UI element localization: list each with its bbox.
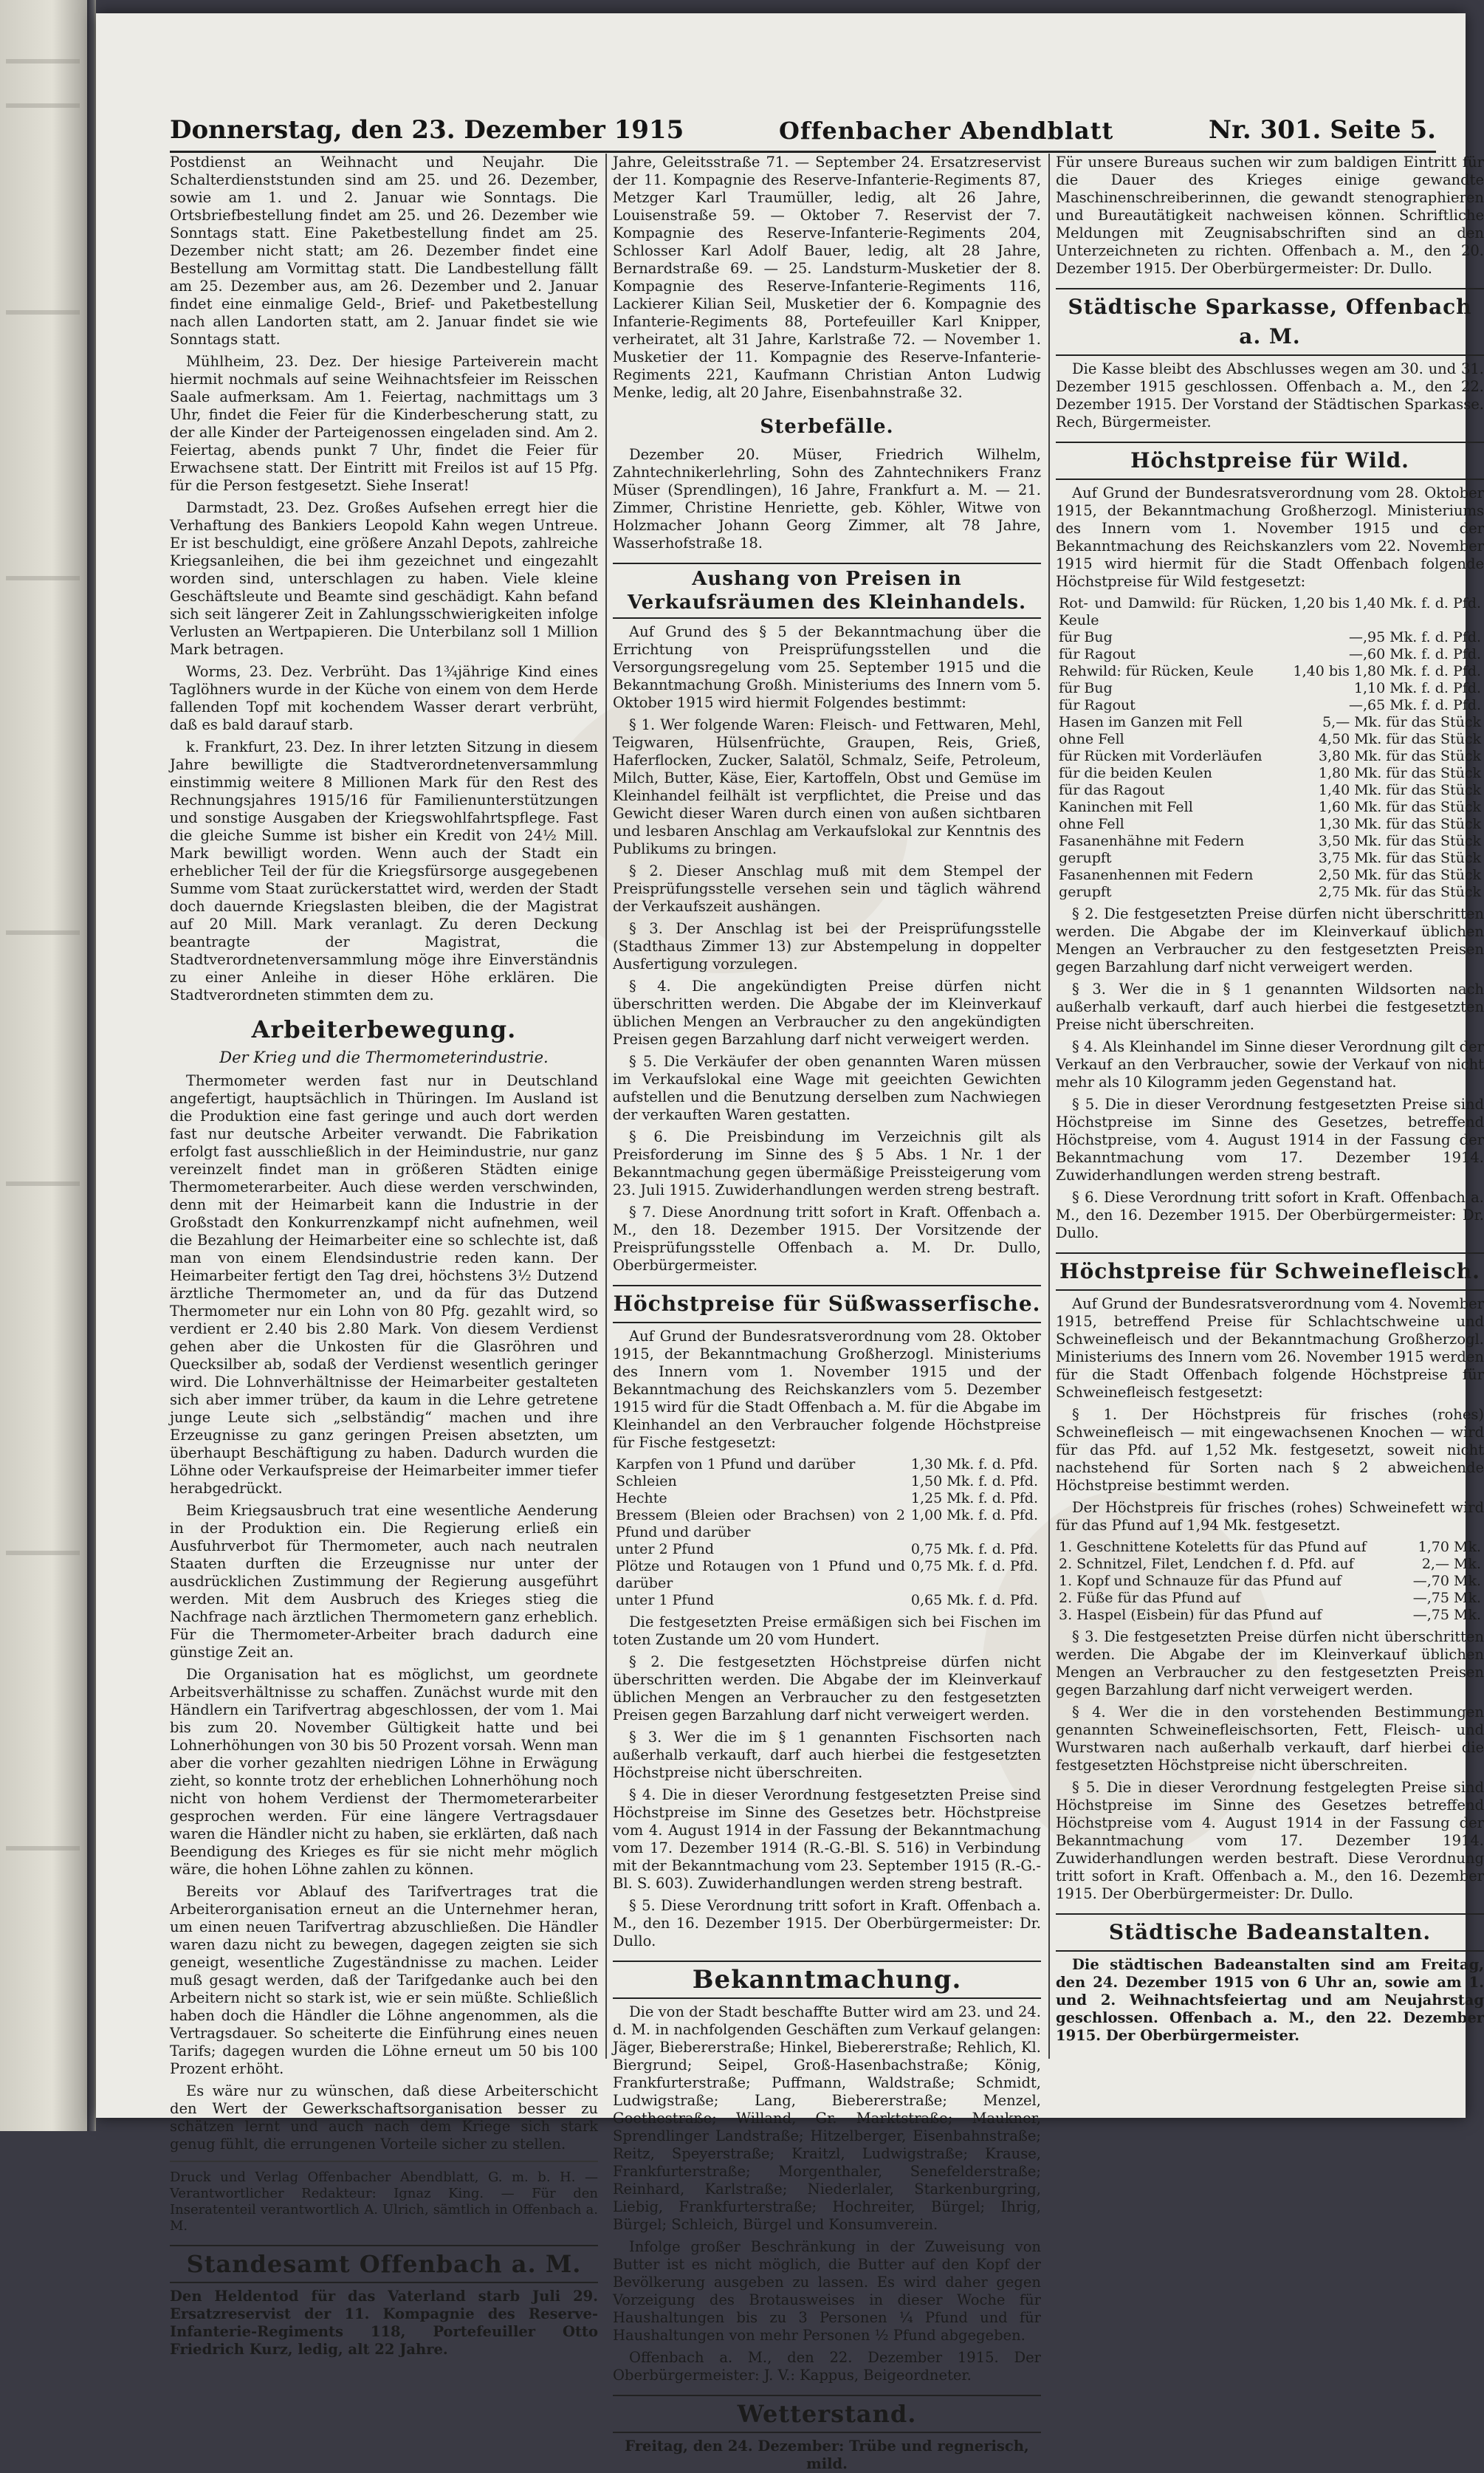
section-subheading: Der Krieg und die Thermometerindustrie. bbox=[219, 1049, 549, 1066]
price-cell: —,95 Mk. f. d. Pfd. bbox=[1349, 629, 1481, 645]
aushang-para-2: § 2. Dieser Anschlag muß mit dem Stempel der Preisprüfungsstelle versehen sein und täglich während der Verkaufszeit aushängen. bbox=[613, 862, 1041, 915]
fish-price-table bbox=[613, 1456, 1041, 1609]
item-cell: für die beiden Keulen bbox=[1059, 765, 1212, 781]
masthead bbox=[170, 100, 1436, 153]
column-2 bbox=[613, 154, 1041, 2472]
article-thermometer-3: Die Organisation hat es möglichst, um geordnete Arbeitsverhältnisse zu schaffen. Zunächst wurde mit den Händlern ein Tarifvertrag abgeschlossen, der vom 1. Mai bis zum 20. November Gültigkeit hatte und bei Lohnerhöhungen von 30 bis 50 Prozent vorsah. Wenn man aber die vorher gezahlten niedrigen Löhne in Erwägung zieht, so konnte trotz der erheblichen Lohnerhöhung noch nicht von hohem Verdienst der Thermometerarbeiter gesprochen werden. Für eine längere Vertragsdauer waren die Händler nicht zu haben, sie erklärten, daß nach Beendigung des Krieges es für sie nicht mehr möglich wäre, die hohen Löhne zahlen zu können. bbox=[170, 1666, 598, 1878]
aushang-para-5: § 5. Die Verkäufer der oben genannten Waren müssen im Verkaufslokal eine Wage mit geeichten Gewichten aufstellen und die Benutzung derselben zum Nachwiegen der verkauften Waren gestatten. bbox=[613, 1053, 1041, 1123]
sparkasse-text: Die Kasse bleibt des Abschlusses wegen am 30. und 31. Dezember 1915 geschlossen. Offenbach a. M., den 22. Dezember 1915. Der Vorstand der Städtischen Sparkasse. Rech, Bürgermeister. bbox=[1056, 360, 1484, 431]
price-cell: —,70 Mk. bbox=[1412, 1573, 1481, 1589]
table-row bbox=[613, 1490, 1041, 1507]
item-cell: Rehwild: für Rücken, Keule bbox=[1059, 663, 1254, 679]
pork-intro: Auf Grund der Bundesratsverordnung vom 4. November 1915, betreffend Preise für Schlachtschweine und Schweinefleisch und der Bekanntmachung Großherzogl. Ministeriums des Innern vom 26. November 1915 werden für die Stadt Offenbach folgende Höchstpreise für Schweinefleisch festgesetzt: bbox=[1056, 1295, 1484, 1401]
aushang-para-7: § 7. Diese Anordnung tritt sofort in Kraft. Offenbach a. M., den 18. Dezember 1915. Der Vorsitzende der Preisprüfungsstelle Offenbach a. M. Dr. Dullo, Oberbürgermeister. bbox=[613, 1204, 1041, 1274]
table-row bbox=[1056, 782, 1484, 799]
price-cell: 1,25 Mk. f. d. Pfd. bbox=[910, 1490, 1038, 1506]
article-frankfurt: k. Frankfurt, 23. Dez. In ihrer letzten Sitzung in diesem Jahre bewilligte die Stadtverordnetenversammlung einstimmig weitere 8 Millionen Mark für den Rest des Rechnungsjahres 1915/16 für Familienunterstützungen und sonstige Ausgaben der Kriegswohlfahrtspflege. Fast die gleiche Summe ist bisher ein Kredit von 24½ Mill. Mark bewilligt worden. Wenn auch der Stadt ein erheblicher Teil der für die Kriegsfürsorge ausgegebenen Summe vom Staat zurückerstattet wird, werden der Stadt doch dauernde Kriegslasten bleiben, die der Magistrat auf 20 Mill. Mark veranlagt. Zu deren Deckung beantragte der Magistrat, die Stadtverordnetenversammlung möge ihre Einverständnis zu einer Anleihe in dieser Höhe erklären. Die Stadtverordneten stimmten dem zu. bbox=[170, 738, 598, 1004]
table-row bbox=[1056, 833, 1484, 850]
table-row bbox=[1056, 1556, 1484, 1573]
binding-shadow bbox=[87, 0, 96, 2131]
price-cell: —,65 Mk. f. d. Pfd. bbox=[1349, 697, 1481, 713]
table-row bbox=[613, 1456, 1041, 1473]
masthead-issue: Nr. 301. Seite 5. bbox=[1209, 115, 1436, 145]
pork-price-table bbox=[1056, 1539, 1484, 1624]
price-cell: 1,70 Mk. bbox=[1418, 1539, 1481, 1555]
price-cell: 2,— Mk. bbox=[1421, 1556, 1481, 1572]
table-row bbox=[1056, 799, 1484, 816]
price-cell: 0,65 Mk. f. d. Pfd. bbox=[910, 1592, 1038, 1608]
section-heading-schweinefleisch: Höchstpreise für Schweinefleisch. bbox=[1056, 1252, 1484, 1291]
price-cell: 3,80 Mk. für das Stück bbox=[1318, 748, 1481, 764]
column-1 bbox=[170, 154, 598, 2358]
section-heading-fische: Höchstpreise für Süßwasserfische. bbox=[613, 1285, 1041, 1323]
masthead-title: Offenbacher Abendblatt bbox=[779, 117, 1114, 145]
table-row bbox=[1056, 714, 1484, 731]
table-row bbox=[1056, 680, 1484, 697]
aushang-para-3: § 3. Der Anschlag ist bei der Preisprüfungsstelle (Stadthaus Zimmer 13) zur Abstempelung in doppelter Ausfertigung vorzulegen. bbox=[613, 920, 1041, 973]
table-row bbox=[1056, 867, 1484, 884]
pork-para-5: § 5. Die in dieser Verordnung festgelegten Preise sind Höchstpreise im Sinne des Gesetzes betreffend Höchstpreise vom 4. August 1914 in der Fassung der Bekanntmachung vom 17. Dezember 1914. Zuwiderhandlungen werden bestraft. Diese Verordnung tritt sofort in Kraft. Offenbach a. M., den 16. Dezember 1915. Der Oberbürgermeister: Dr. Dullo. bbox=[1056, 1779, 1484, 1902]
table-row bbox=[613, 1473, 1041, 1490]
article-heldentod: Den Heldentod für das Vaterland starb Juli 29. Ersatzreservist der 11. Kompagnie des Reserve-Infanterie-Regiments 118, Portefeuiller Otto Friedrich Kurz, ledig, alt 22 Jahre. bbox=[170, 2288, 598, 2358]
item-cell: Kaninchen mit Fell bbox=[1059, 799, 1193, 815]
article-thermometer-2: Beim Kriegsausbruch trat eine wesentliche Aenderung in der Produktion ein. Die Regierung erließ ein Ausfuhrverbot für Thermometer, auch nach neutralen Staaten durften die Erzeugnisse nur unter der ausdrücklichen Zustimmung der Regierung ausgeführt werden. Mit dem Ausbruch des Krieges stieg die Nachfrage nach ärztlichen Thermometern ganz erheblich. Für die Thermometer-Arbeiter brach dadurch eine günstige Zeit an. bbox=[170, 1502, 598, 1661]
pork-para-2: Der Höchstpreis für frisches (rohes) Schweinefett wird für das Pfund auf 1,94 Mk. festgesetzt. bbox=[1056, 1499, 1484, 1534]
table-row bbox=[1056, 1590, 1484, 1607]
price-cell: —,75 Mk. bbox=[1412, 1590, 1481, 1606]
price-cell: 1,80 Mk. für das Stück bbox=[1318, 765, 1481, 781]
price-cell: 2,50 Mk. für das Stück bbox=[1318, 867, 1481, 883]
item-cell: Rot- und Damwild: für Rücken, Keule bbox=[1059, 595, 1288, 628]
table-row bbox=[1056, 731, 1484, 748]
price-cell: 1,10 Mk. f. d. Pfd. bbox=[1353, 680, 1481, 696]
item-cell: unter 1 Pfund bbox=[616, 1592, 715, 1608]
previous-page-edge bbox=[0, 0, 87, 2131]
article-thermometer-4: Bereits vor Ablauf des Tarifvertrages trat die Arbeiterorganisation erneut an die Unternehmer heran, um einen neuen Tarifvertrag abzuschließen. Die Händler waren dazu nicht zu bewegen, dagegen zeigten sie sich geneigt, wesentliche Zugeständnisse zu machen. Leider muß gesagt werden, daß der Tarifgedanke auch bei den Arbeitern nicht so stark ist, wie er sein müßte. Schließlich haben doch die Händler die Löhne angenommen, als die Vertragsdauer. So scheiterte die Einführung eines neuen Tarifs; dagegen wurden die Löhne erneut um 50 bis 100 Prozent erhöht. bbox=[170, 1883, 598, 2077]
price-cell: 3,75 Mk. für das Stück bbox=[1318, 850, 1481, 866]
section-heading-wild: Höchstpreise für Wild. bbox=[1056, 442, 1484, 480]
price-cell: —,60 Mk. f. d. Pfd. bbox=[1349, 646, 1481, 662]
weather-forecast: Freitag, den 24. Dezember: Trübe und regnerisch, mild. bbox=[625, 2438, 1029, 2472]
table-row bbox=[613, 1592, 1041, 1609]
fische-para-1: Die festgesetzten Preise ermäßigen sich bei Fischen im toten Zustande um 20 vom Hundert. bbox=[613, 1613, 1041, 1648]
price-cell: 1,40 Mk. für das Stück bbox=[1318, 782, 1481, 798]
table-row bbox=[613, 1541, 1041, 1558]
pork-para-3: § 3. Die festgesetzten Preise dürfen nicht überschritten werden. Die Abgabe der im Kleinverkauf üblichen Mengen an Verbraucher zu den festgesetzten Preisen gegen Barzahlung darf nicht verweigert werden. bbox=[1056, 1628, 1484, 1698]
price-cell: —,75 Mk. bbox=[1412, 1607, 1481, 1623]
stellenanzeige: Für unsere Bureaus suchen wir zum baldigen Eintritt für die Dauer des Krieges einige gewandte Maschinenschreiberinnen, die gewandt stenographieren und Bureautätigkeit nachweisen können. Schriftliche Meldungen mit Zeugnisabschriften sind an den Unterzeichneten zu richten. Offenbach a. M., den 20. Dezember 1915. Der Oberbürgermeister: Dr. Dullo. bbox=[1056, 154, 1484, 277]
wild-para-3: § 4. Als Kleinhandel im Sinne dieser Verordnung gilt der Verkauf an den Verbraucher, sowie der Verkauf von nicht mehr als 10 Kilogramm jeden Gegenstand hat. bbox=[1056, 1038, 1484, 1091]
price-cell: 1,50 Mk. f. d. Pfd. bbox=[910, 1473, 1038, 1489]
article-thermometer-5: Es wäre nur zu wünschen, daß diese Arbeiterschicht den Wert der Gewerkschaftsorganisation besser zu schätzen lernt und auch nach dem Kriege sich stark genug fühlt, die errungenen Vorteile sicher zu stellen. bbox=[170, 2082, 598, 2153]
table-row bbox=[613, 1507, 1041, 1541]
article-postdienst: Postdienst an Weihnacht und Neujahr. Die Schalterdienststunden sind am 25. und 26. Dezember, sowie am 1. und 2. Januar wie Sonntags. Die Ortsbriefbestellung findet am 25. und 26. Dezember wie Sonntags statt. Eine Paketbestellung findet am 25. Dezember nicht statt; am 26. Dezember findet eine Bestellung am Vormittag statt. Die Landbestellung fällt am 25. Dezember aus, am 26. Dezember und 2. Januar findet eine einmalige Geld-, Brief- und Paketbestellung nach allen Landorten statt, am 2. Januar findet sie wie Sonntags statt. bbox=[170, 154, 598, 348]
price-cell: 1,60 Mk. für das Stück bbox=[1318, 799, 1481, 815]
aushang-para-1: § 1. Wer folgende Waren: Fleisch- und Fettwaren, Mehl, Teigwaren, Hülsenfrüchte, Graupen, Reis, Grieß, Haferflocken, Zucker, Salatöl, Schmalz, Seife, Petroleum, Milch, Butter, Käse, Eier, Kartoffeln, Obst und Gemüse im Kleinhandel feilhält ist verpflichtet, die Preise und das Gewicht dieser Waren durch einen von außen sichtbaren und lesbaren Anschlag am Verkaufslokal zur Kenntnis des Publikums zu bringen. bbox=[613, 716, 1041, 857]
price-cell: 2,75 Mk. für das Stück bbox=[1318, 884, 1481, 900]
newspaper-page bbox=[96, 13, 1484, 2472]
table-row bbox=[1056, 850, 1484, 867]
aushang-para-4: § 4. Die angekündigten Preise dürfen nicht überschritten werden. Die Abgabe der im Kleinverkauf üblichen Mengen an Verbraucher zu den angekündigten Preisen gegen Barzahlung darf nicht verweigert werden. bbox=[613, 978, 1041, 1048]
section-heading-wetterstand: Wetterstand. bbox=[613, 2395, 1041, 2433]
item-cell: Hasen im Ganzen mit Fell bbox=[1059, 714, 1243, 730]
item-cell: für Ragout bbox=[1059, 697, 1136, 713]
price-cell: 3,50 Mk. für das Stück bbox=[1318, 833, 1481, 849]
table-row bbox=[1056, 1607, 1484, 1624]
table-row bbox=[1056, 629, 1484, 646]
item-cell: Bressem (Bleien oder Brachsen) von 2 Pfund und darüber bbox=[616, 1507, 905, 1540]
item-cell: Hechte bbox=[616, 1490, 667, 1506]
wild-para-4: § 5. Die in dieser Verordnung festgesetzten Preise sind Höchstpreise im Sinne des Gesetzes, betreffend Höchstpreise, vom 4. August 1914 in der Fassung der Bekanntmachung vom 17. Dezember 1914. Zuwiderhandlungen werden streng bestraft. bbox=[1056, 1096, 1484, 1184]
butter-para-1: Die von der Stadt beschaffte Butter wird am 23. und 24. d. M. in nachfolgenden Geschäften zum Verkauf gelangen: Jäger, Biebererstraße; Hinkel, Biebererstraße; Rehlich, Kl. Biergrund; Seipel, Groß-Hasenbachstraße; König, Frankfurterstraße; Puffmann, Waldstraße; Schmidt, Ludwigstraße; Lang, Biebererstraße; Menzel, Goethestraße; Willand, Gr. Marktstraße; Maukner, Sprendlinger Landstraße; Hitzelberger, Eisenbahnstraße; Reitz, Speyerstraße; Kraitzl, Ludwigstraße; Krause, Frankfurterstraße; Morgenthaler, Senefelderstraße; Reinhard, Karlstraße; Niederlaler, Starkenburgring, Liebig, Frankfurterstraße; Hochreiter, Bürgel; Ihrig, Bürgel; Schleich, Bürgel und Konsumverein. bbox=[613, 2003, 1041, 2233]
item-cell: Schleien bbox=[616, 1473, 677, 1489]
masthead-date: Donnerstag, den 23. Dezember 1915 bbox=[170, 115, 684, 145]
fische-intro: Auf Grund der Bundesratsverordnung vom 28. Oktober 1915, der Bekanntmachung Großherzogl. Ministeriums des Innern vom 1. November 1915 und der Bekanntmachung des Reichskanzlers vom 5. Dezember 1915 wird für die Stadt Offenbach a. M. für die Abgabe im Kleinhandel an den Verbraucher folgende Höchstpreise für Fische festgesetzt: bbox=[613, 1328, 1041, 1451]
aushang-para-6: § 6. Die Preisbindung im Verzeichnis gilt als Preisforderung im Sinne des § 5 Abs. 1 Nr. 1 der Bekanntmachung gegen übermäßige Preissteigerung vom 23. Juli 1915. Zuwiderhandlungen werden streng bestraft. bbox=[613, 1128, 1041, 1198]
fische-para-2: § 2. Die festgesetzten Höchstpreise dürfen nicht überschritten werden. Die Abgabe der im Kleinverkauf üblichen Mengen an Verbraucher zu den festgesetzten Preisen gegen Barzahlung darf nicht verweigert werden. bbox=[613, 1653, 1041, 1723]
butter-para-3: Offenbach a. M., den 22. Dezember 1915. Der Oberbürgermeister: J. V.: Kappus, Beigeordneter. bbox=[613, 2349, 1041, 2384]
table-row bbox=[1056, 816, 1484, 833]
fische-para-3: § 3. Wer die im § 1 genannten Fischsorten nach außerhalb verkauft, darf auch hierbei die festgesetzten Höchstpreise nicht überschreiten. bbox=[613, 1729, 1041, 1781]
article-darmstadt: Darmstadt, 23. Dez. Großes Aufsehen erregt hier die Verhaftung des Bankiers Leopold Kahn wegen Untreue. Er ist beschuldigt, eine größere Anzahl Depots, zahlreiche Kriegsanleihen, die bei ihm gezeichnet und eingezahlt worden sind, unterschlagen zu haben. Viele kleine Geschäftsleute und Beamte sind geschädigt. Kahn befand sich seit längerer Zeit in Zahlungsschwierigkeiten infolge Verlusten an Wertpapieren. Die Unterbilanz soll 1 Million Mark betragen. bbox=[170, 499, 598, 658]
price-cell: 1,00 Mk. f. d. Pfd. bbox=[910, 1507, 1038, 1523]
article-muehlheim: Mühlheim, 23. Dez. Der hiesige Parteiverein macht hiermit nochmals auf seine Weihnachtsfeier im Reisschen Saale aufmerksam. Am 1. Feiertag, nachmittags um 3 Uhr, findet die Feier für die Kinderbescherung statt, zu der alle Kinder der Parteigenossen eingeladen sind. Am 2. Feiertag, abends punkt 7 Uhr, findet die Feier für Erwachsene statt. Der Eintritt mit Freilos ist auf 15 Pfg. für die Person festgesetzt. Siehe Inserat! bbox=[170, 353, 598, 494]
price-cell: 5,— Mk. für das Stück bbox=[1322, 714, 1481, 730]
wild-para-5: § 6. Diese Verordnung tritt sofort in Kraft. Offenbach a. M., den 16. Dezember 1915. Der Oberbürgermeister: Dr. Dullo. bbox=[1056, 1189, 1484, 1241]
table-row bbox=[1056, 765, 1484, 782]
section-heading-badeanstalten: Städtische Badeanstalten. bbox=[1056, 1913, 1484, 1952]
table-row bbox=[1056, 595, 1484, 629]
price-cell: 1,20 bis 1,40 Mk. f. d. Pfd. bbox=[1293, 595, 1481, 611]
table-row bbox=[1056, 1539, 1484, 1556]
butter-para-2: Infolge großer Beschränkung in der Zuweisung von Butter ist es nicht möglich, die Butter auf den Kopf der Bevölkerung ausgeben zu lassen. Es wird daher gegen Vorzeigung des Brotausweises in dieser Woche für Haushaltungen bis zu 3 Personen ¼ Pfund und für Haushaltungen von mehr Personen ½ Pfund abgegeben. bbox=[613, 2238, 1041, 2344]
price-cell: 1,30 Mk. f. d. Pfd. bbox=[910, 1456, 1038, 1472]
section-heading-standesamt: Standesamt Offenbach a. M. bbox=[170, 2245, 598, 2283]
pork-para-1: § 1. Der Höchstpreis für frisches (rohes) Schweinefleisch — mit eingewachsenen Knochen — wird für das Pfd. auf 1,52 Mk. festgesetzt, soweit nicht nachstehend für Sorten nach § 2 abweichende Höchstpreise bestimmt werden. bbox=[1056, 1406, 1484, 1494]
price-cell: 0,75 Mk. f. d. Pfd. bbox=[910, 1558, 1038, 1574]
wild-intro: Auf Grund der Bundesratsverordnung vom 28. Oktober 1915, der Bekanntmachung Großherzogl. Ministeriums des Innern vom 1. November 1915 und der Bekanntmachung des Reichskanzlers vom 22. November 1915 wird hiermit für die Stadt Offenbach folgende Höchstpreise für Wild festgesetzt: bbox=[1056, 484, 1484, 590]
item-cell: für das Ragout bbox=[1059, 782, 1165, 798]
item-cell: 2. Füße für das Pfund auf bbox=[1059, 1590, 1241, 1606]
table-row bbox=[1056, 646, 1484, 663]
table-row bbox=[1056, 697, 1484, 714]
item-cell: 3. Haspel (Eisbein) für das Pfund auf bbox=[1059, 1607, 1322, 1623]
section-heading-arbeiterbewegung: Arbeiterbewegung. bbox=[251, 1015, 517, 1043]
column-3 bbox=[1056, 154, 1484, 2059]
section-heading-sparkasse: Städtische Sparkasse, Offenbach a. M. bbox=[1056, 288, 1484, 356]
wild-para-1: § 2. Die festgesetzten Preise dürfen nicht überschritten werden. Die Abgabe der im Kleinverkauf üblichen Mengen an Verbraucher zu den festgesetzten Preisen gegen Barzahlung darf nicht verweigert werden. bbox=[1056, 905, 1484, 975]
item-cell: Plötze und Rotaugen von 1 Pfund und darüber bbox=[616, 1558, 905, 1591]
section-heading-bekanntmachung: Bekanntmachung. bbox=[613, 1961, 1041, 1999]
columns bbox=[170, 154, 1484, 2472]
article-gefallene: Jahre, Geleitsstraße 71. — September 24. Ersatzreservist der 11. Kompagnie des Reserve-Infanterie-Regiments 87, Metzger Karl Traumüller, ledig, alt 26 Jahre, Louisenstraße 59. — Oktober 7. Reservist der 7. Kompagnie des Reserve-Infanterie-Regiments 204, Schlosser Karl Adolf Bauer, ledig, alt 28 Jahre, Bernardstraße 69. — 25. Landsturm-Musketier der 8. Kompagnie des Reserve-Infanterie-Regiments 116, Lackierer Kilian Seil, Musketier der 6. Kompagnie des Infanterie-Regiments 88, Portefeuiller Karl Knipper, verheiratet, alt 31 Jahre, Karlstraße 72. — November 1. Musketier der 11. Kompagnie des Reserve-Infanterie-Regiments 221, Kaufmann Christian Anton Ludwig Menke, ledig, alt 20 Jahre, Eisenbahnstraße 32. bbox=[613, 154, 1041, 401]
item-cell: für Bug bbox=[1059, 629, 1113, 645]
pork-para-4: § 4. Wer die in den vorstehenden Bestimmungen genannten Schweinefleischsorten, Fett, Fleisch- und Wurstwaren nach außerhalb verkauft, darf hierbei die festgesetzten Höchstpreise nicht überschreiten. bbox=[1056, 1704, 1484, 1774]
item-cell: Fasanenhähne mit Federn bbox=[1059, 833, 1245, 849]
item-cell: für Rücken mit Vorderläufen bbox=[1059, 748, 1263, 764]
article-thermometer-1: Thermometer werden fast nur in Deutschland angefertigt, hauptsächlich in Thüringen. Im Ausland ist die Produktion eine fast geringe und auch dort werden fast nur deutsche Arbeiter verwandt. Die Fabrikation erfolgt fast ausschließlich in der Heimindustrie, nur ganz vereinzelt findet man in größeren Städten einige Thermometerarbeiter. Auch diese werden verschwinden, denn mit der Heimarbeit kann die Industrie in der Großstadt den Konkurrenzkampf nicht aufnehmen, weil die Bezahlung der Heimarbeiter eine so schlechte ist, daß man von einem Elendsindustrie reden kann. Der Heimarbeiter fertigt den Tag drei, höchstens 3½ Dutzend ärztliche Thermometer an, und da für das Dutzend Thermometer nur ein Lohn von 80 Pfg. gezahlt wird, so verdient er 2.40 bis 2.80 Mark. Von diesem Verdienst gehen aber die Unkosten für die Glasröhren und Quecksilber ab, sodaß der Verdienst wesentlich geringer wird. Die Lohnverhältnisse der Heimarbeiter gestalteten sich aber immer trüber, da kaum in die Lehre getretene junge Leute sich „selbständig“ machen und ihre Erzeugnisse zu ganz geringen Preisen absetzten, um überhaupt Beschäftigung zu haben. Dadurch wurden die Löhne oder Verkaufspreise der Heimarbeiter immer tiefer herabgedrückt. bbox=[170, 1072, 598, 1497]
article-sterbefaelle: Dezember 20. Müser, Friedrich Wilhelm, Zahntechnikerlehrling, Sohn des Zahntechnikers Franz Müser (Sprendlingen), 16 Jahre, Frankfurt a. M. — 21. Zimmer, Christine Henriette, geb. Köhler, Witwe von Holzmacher Johann Georg Zimmer, alt 78 Jahre, Wasserhofstraße 18. bbox=[613, 446, 1041, 552]
item-cell: 1. Geschnittene Koteletts für das Pfund auf bbox=[1059, 1539, 1367, 1555]
section-heading-sterbefaelle: Sterbefälle. bbox=[760, 416, 894, 438]
item-cell: Fasanenhennen mit Federn bbox=[1059, 867, 1254, 883]
wild-para-2: § 3. Wer die in § 1 genannten Wildsorten nach außerhalb verkauft, darf auch hierbei die festgesetzten Preise nicht überschreiten. bbox=[1056, 981, 1484, 1033]
item-cell: gerupft bbox=[1059, 850, 1112, 866]
item-cell: 1. Kopf und Schnauze für das Pfund auf bbox=[1059, 1573, 1342, 1589]
item-cell: für Bug bbox=[1059, 680, 1113, 696]
item-cell: 2. Schnitzel, Filet, Lendchen f. d. Pfd. auf bbox=[1059, 1556, 1354, 1572]
badeanstalten-text: Die städtischen Badeanstalten sind am Freitag, den 24. Dezember 1915 von 6 Uhr an, sowie am 1. und 2. Weihnachtsfeiertag und am Neujahrstag geschlossen. Offenbach a. M., den 22. Dezember 1915. Der Oberbürgermeister. bbox=[1056, 1956, 1484, 2044]
item-cell: Karpfen von 1 Pfund und darüber bbox=[616, 1456, 856, 1472]
table-row bbox=[1056, 884, 1484, 901]
price-cell: 4,50 Mk. für das Stück bbox=[1318, 731, 1481, 747]
item-cell: ohne Fell bbox=[1059, 816, 1124, 832]
item-cell: für Ragout bbox=[1059, 646, 1136, 662]
section-heading-aushang: Aushang von Preisen in Verkaufsräumen des Kleinhandels. bbox=[613, 563, 1041, 619]
fische-para-4: § 4. Die in dieser Verordnung festgesetzten Preise sind Höchstpreise im Sinne des Gesetzes betr. Höchstpreise vom 4. August 1914 in der Fassung der Bekanntmachung vom 17. Dezember 1914 (R.-G.-Bl. S. 516) in Verbindung mit der Bekanntmachung vom 23. September 1915 (R.-G.-Bl. S. 603). Zuwiderhandlungen werden streng bestraft. bbox=[613, 1786, 1041, 1892]
price-cell: 1,40 bis 1,80 Mk. f. d. Pfd. bbox=[1293, 663, 1481, 679]
item-cell: unter 2 Pfund bbox=[616, 1541, 715, 1557]
table-row bbox=[1056, 663, 1484, 680]
fische-para-5: § 5. Diese Verordnung tritt sofort in Kraft. Offenbach a. M., den 16. Dezember 1915. Der Oberbürgermeister: Dr. Dullo. bbox=[613, 1897, 1041, 1949]
imprint: Druck und Verlag Offenbacher Abendblatt, G. m. b. H. — Verantwortlicher Redakteur: Ignaz King. — Für den Inseratenteil verantwortlich A. Ulrich, sämtlich in Offenbach a. M. bbox=[170, 2170, 598, 2234]
price-cell: 1,30 Mk. für das Stück bbox=[1318, 816, 1481, 832]
game-price-table bbox=[1056, 595, 1484, 901]
price-cell: 0,75 Mk. f. d. Pfd. bbox=[910, 1541, 1038, 1557]
aushang-intro: Auf Grund des § 5 der Bekanntmachung über die Errichtung von Preisprüfungsstellen und die Versorgungsregelung vom 25. September 1915 und die Bekanntmachung Großh. Ministeriums des Innern vom 5. Oktober 1915 wird hiermit Folgendes bestimmt: bbox=[613, 623, 1041, 711]
item-cell: ohne Fell bbox=[1059, 731, 1124, 747]
table-row bbox=[1056, 748, 1484, 765]
item-cell: gerupft bbox=[1059, 884, 1112, 900]
table-row bbox=[1056, 1573, 1484, 1590]
article-worms: Worms, 23. Dez. Verbrüht. Das 1¾jährige Kind eines Taglöhners wurde in der Küche von einem von dem Herde fallenden Topf mit kochendem Wasser derart verbrüht, daß es bald darauf starb. bbox=[170, 663, 598, 733]
table-row bbox=[613, 1558, 1041, 1592]
